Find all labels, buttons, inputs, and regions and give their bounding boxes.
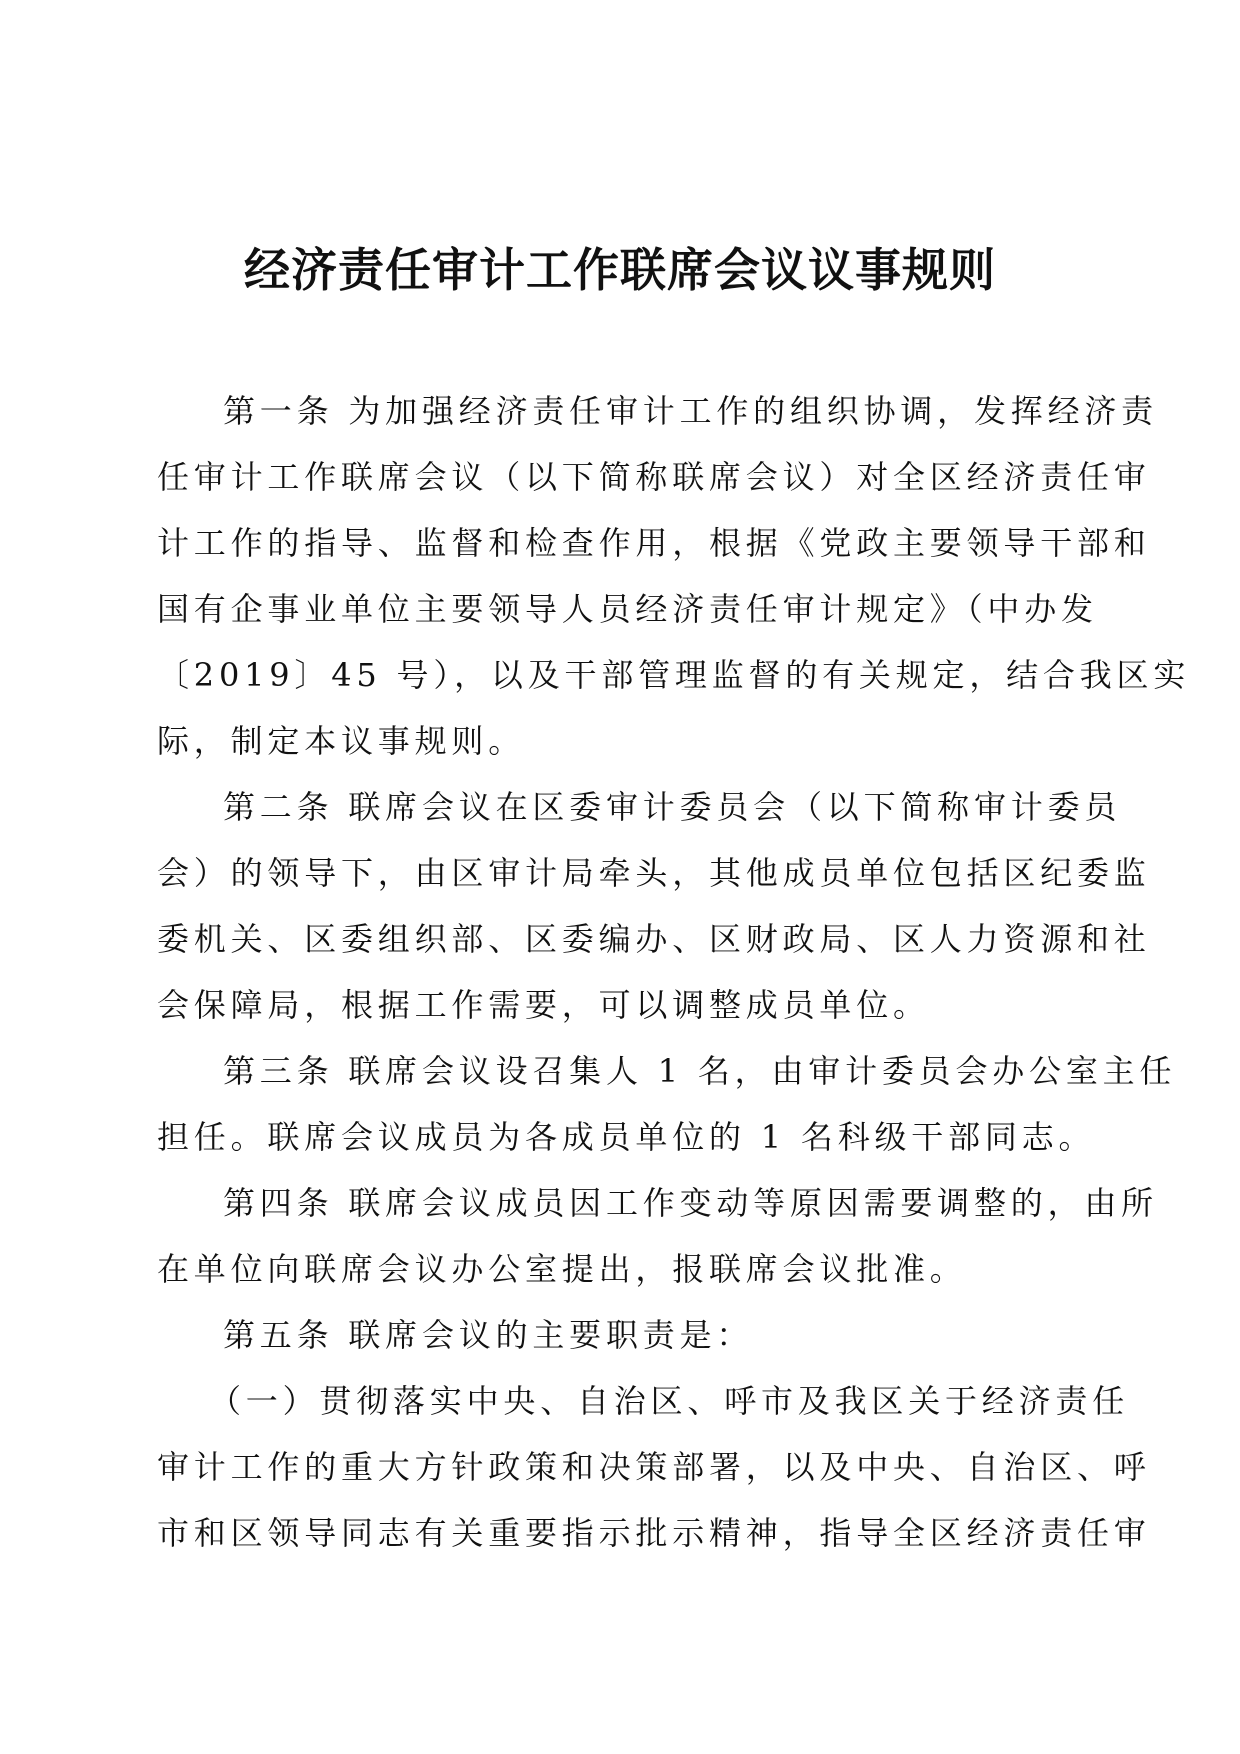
text-line: 第三条 联席会议设召集人 1 名，由审计委员会办公室主任 [223,1052,1177,1090]
text-line: 委机关、区委组织部、区委编办、区财政局、区人力资源和社 [157,920,1151,958]
text-line: 担任。联席会议成员为各成员单位的 1 名科级干部同志。 [157,1118,1096,1156]
text-line: 第一条 为加强经济责任审计工作的组织协调，发挥经济责 [223,392,1158,430]
text-line: 会）的领导下，由区审计局牵头，其他成员单位包括区纪委监 [157,854,1151,892]
document-title: 经济责任审计工作联席会议议事规则 [244,243,996,297]
text-line: 第二条 联席会议在区委审计委员会（以下简称审计委员 [223,788,1122,826]
text-line: 审计工作的重大方针政策和决策部署，以及中央、自治区、呼 [157,1448,1151,1486]
text-line: 计工作的指导、监督和检查作用，根据《党政主要领导干部和 [157,524,1151,562]
text-line: 市和区领导同志有关重要指示批示精神，指导全区经济责任审 [157,1514,1151,1552]
text-line: 第五条 联席会议的主要职责是： [223,1316,754,1354]
text-line: 第四条 联席会议成员因工作变动等原因需要调整的，由所 [223,1184,1158,1222]
text-line: 国有企事业单位主要领导人员经济责任审计规定》（中办发 [157,590,1098,628]
text-line: 际，制定本议事规则。 [157,722,526,760]
document-body [157,378,1191,1566]
text-line: 在单位向联席会议办公室提出，报联席会议批准。 [157,1250,967,1288]
text-line: 会保障局，根据工作需要，可以调整成员单位。 [157,986,930,1024]
text-line: 〔2019〕45 号），以及干部管理监督的有关规定，结合我区实 [157,656,1191,694]
text-line: （一）贯彻落实中央、自治区、呼市及我区关于经济责任 [209,1382,1130,1420]
text-line: 任审计工作联席会议（以下简称联席会议）对全区经济责任审 [157,458,1151,496]
